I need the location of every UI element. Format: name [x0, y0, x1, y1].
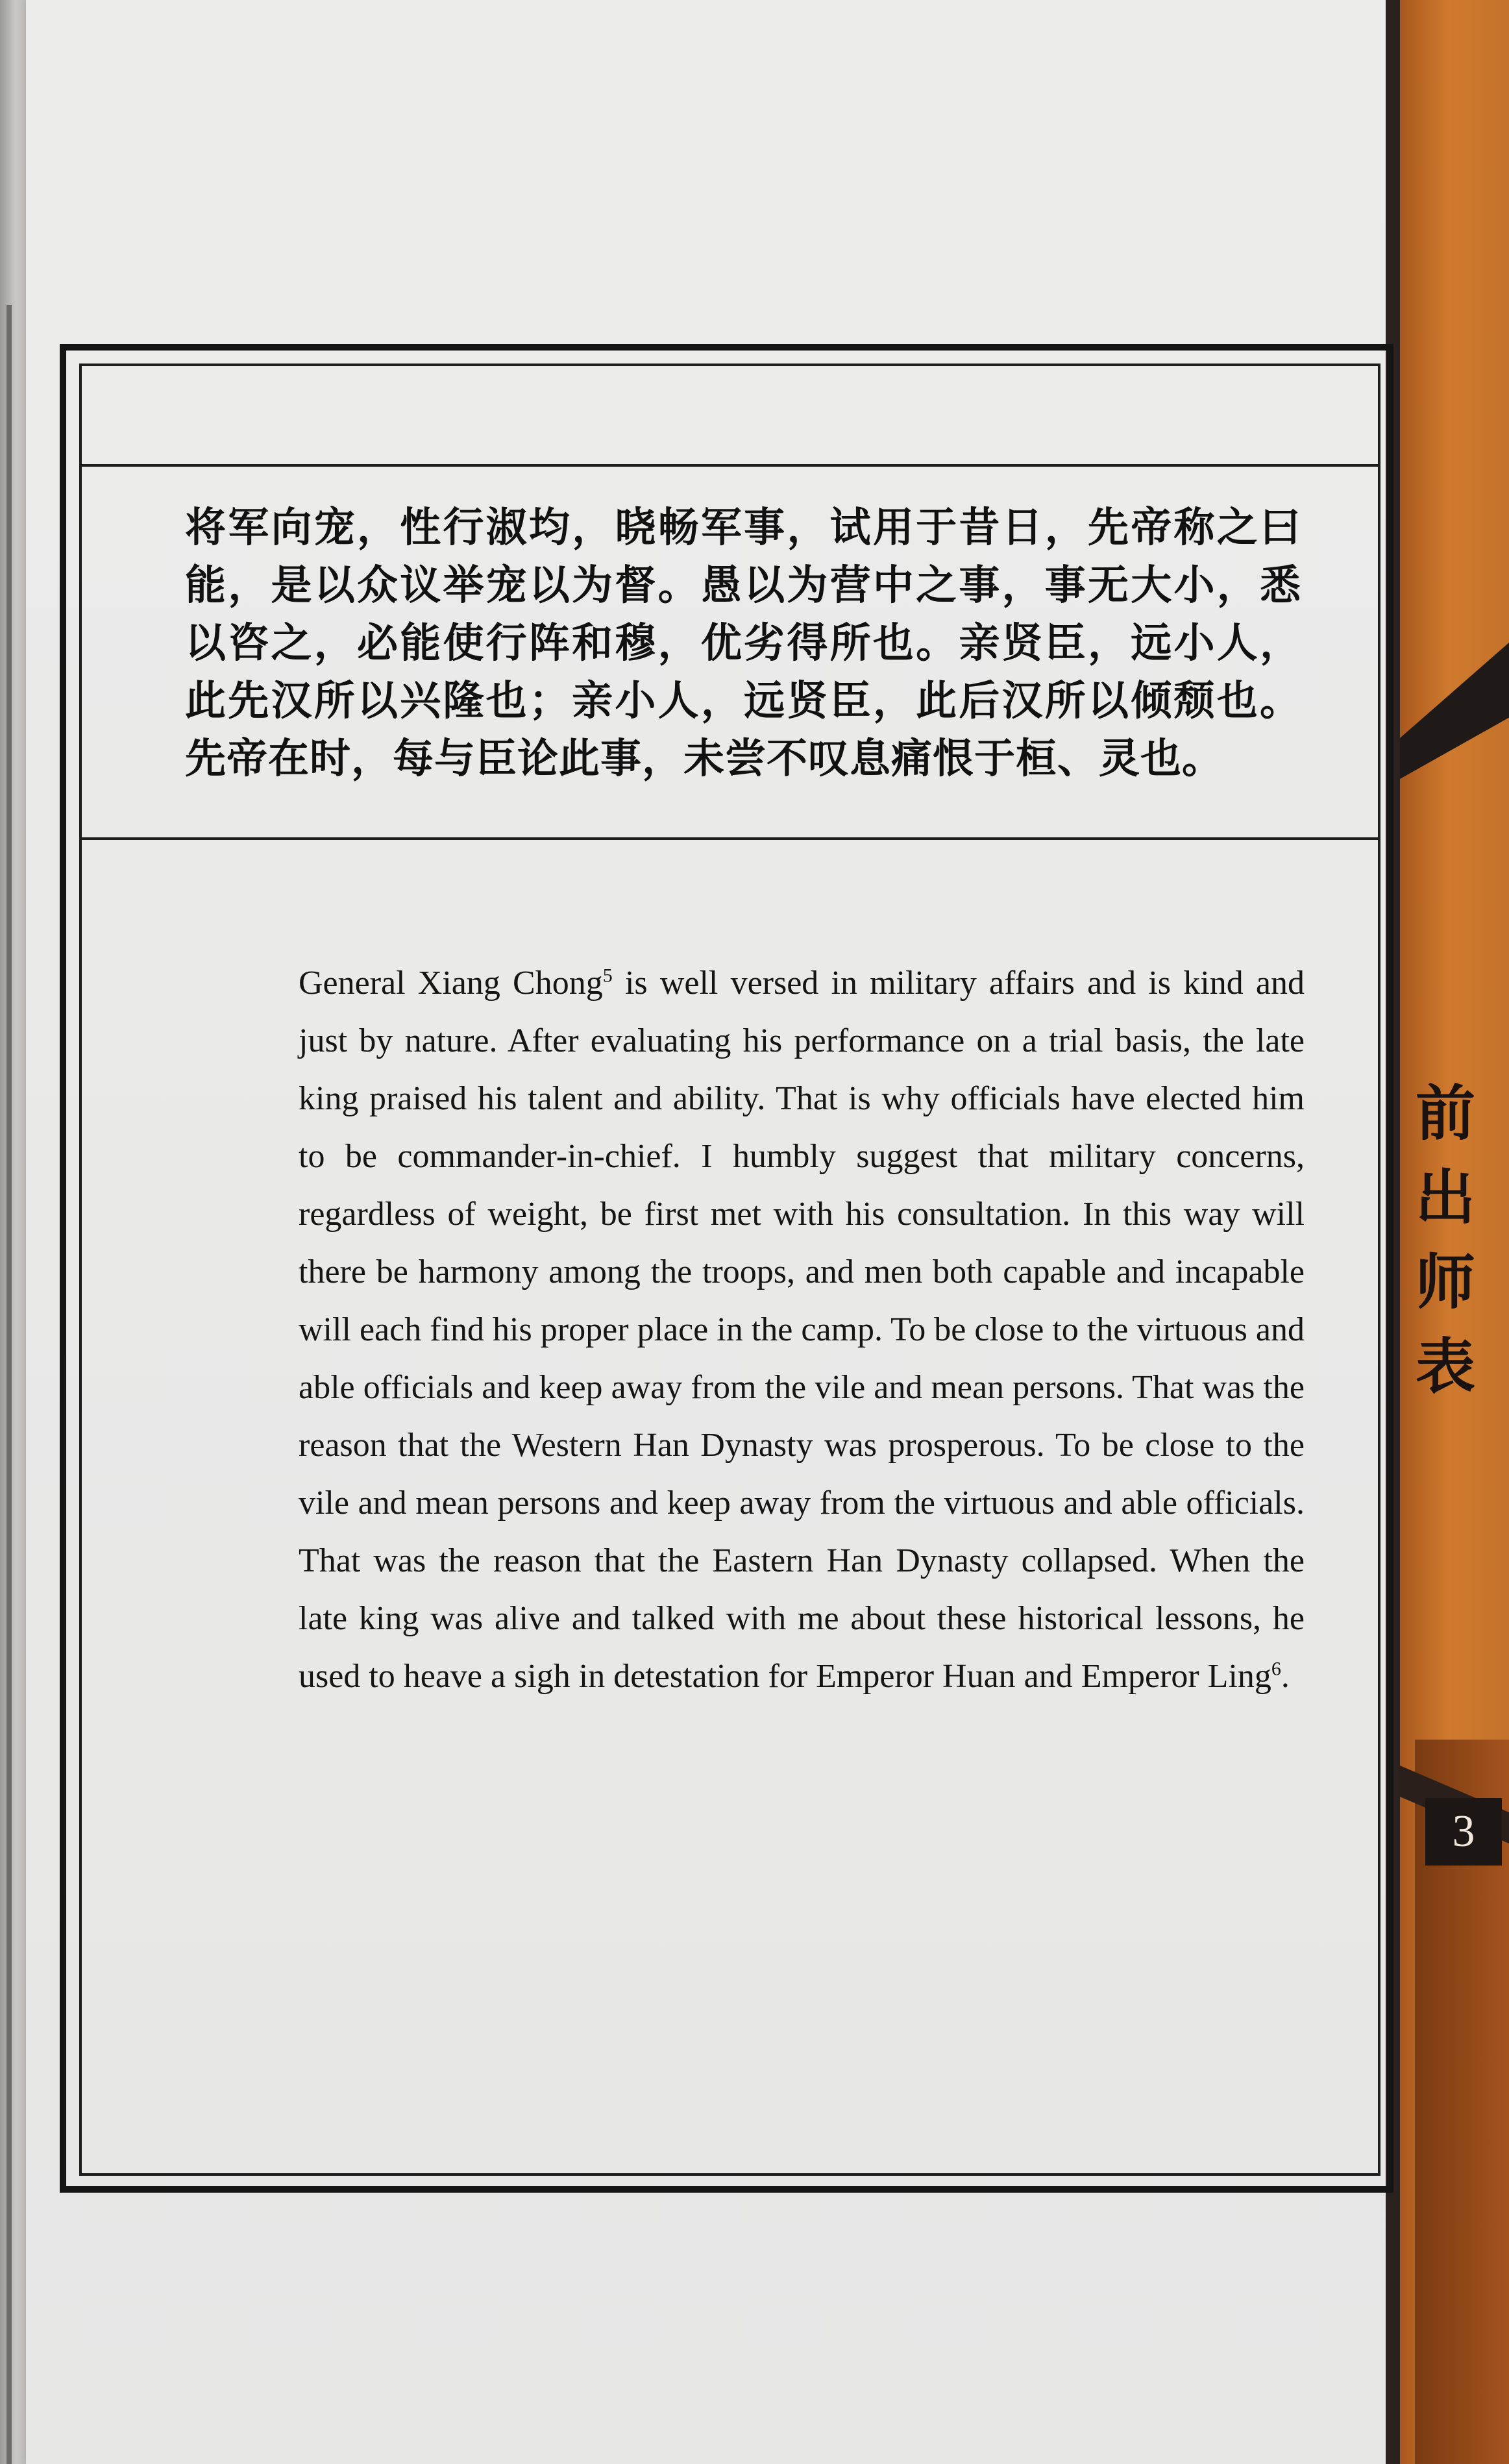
chinese-bottom-rule [79, 837, 1380, 840]
side-title-char: 前 [1415, 1078, 1475, 1148]
side-title-char: 表 [1415, 1331, 1475, 1401]
side-title-char: 出 [1415, 1163, 1475, 1233]
side-title [1410, 1071, 1481, 1409]
side-title-char: 师 [1415, 1247, 1475, 1317]
footnote-marker: 5 [602, 965, 613, 987]
english-text-part: . [1281, 1658, 1290, 1695]
page-number: 3 [1425, 1798, 1502, 1866]
chinese-top-rule [79, 464, 1380, 467]
english-paragraph [299, 954, 1305, 1705]
english-text-part: is well versed in military affairs and is kind and just by nature. After evaluating his performance on a trial basis, the late king praised his talent and ability. That is why officials have elected him to be commander-in-chief. I humbly suggest that military concerns, regardless of weight, be first met with his consultation. In this way will there be harmony among the troops, and men both capable and incapable will each find his proper place in the camp. To be close to the virtuous and able officials and keep away from the vile and mean persons. That was the reason that the Western Han Dynasty was prosperous. To be close to the vile and mean persons and keep away from the virtuous and able officials. That was the reason that the Eastern Han Dynasty collapsed. When the late king was alive and talked with me about these historical lessons, he used to heave a sigh in detestation for Emperor Huan and Emperor Ling [299, 965, 1305, 1695]
english-text-part: General Xiang Chong [299, 965, 603, 1002]
page-stack-line [6, 305, 12, 2464]
footnote-marker: 6 [1271, 1658, 1281, 1680]
chinese-paragraph: 将军向宠，性行淑均，晓畅军事，试用于昔日，先帝称之曰能，是以众议举宠以为督。愚以为营中之事，事无大小，悉以咨之，必能使行阵和穆，优劣得所也。亲贤臣，远小人，此先汉所以兴隆也；亲小人，远贤臣，此后汉所以倾颓也。先帝在时，每与臣论此事，未尝不叹息痛恨于桓、灵也。 [185, 504, 1301, 782]
